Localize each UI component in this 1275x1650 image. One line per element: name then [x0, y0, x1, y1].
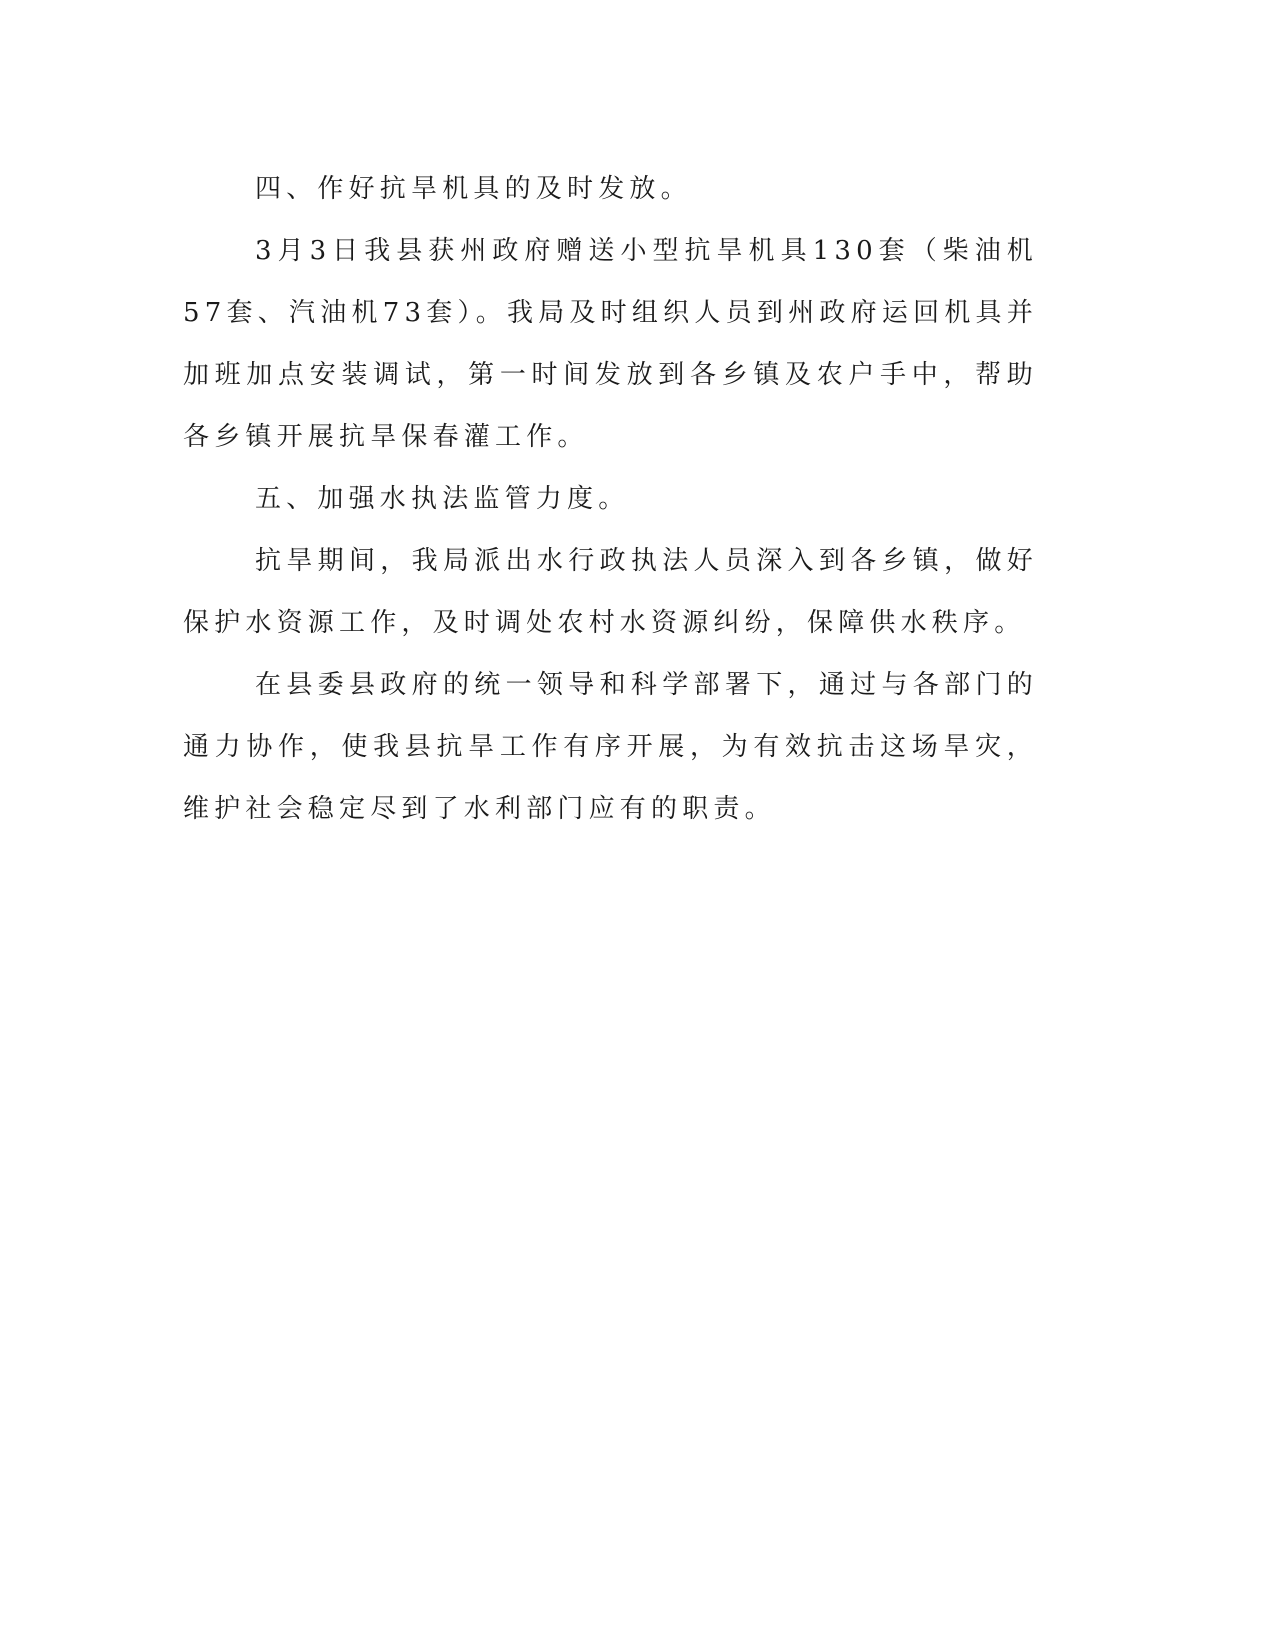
document-body: [183, 158, 1038, 840]
section-heading-water-enforcement: 五、加强水执法监管力度。: [255, 484, 630, 514]
section-heading-distribute-machinery: 四、作好抗旱机具的及时发放。: [255, 174, 692, 204]
paragraph-machinery-distribution: 3月3日我县获州政府赠送小型抗旱机具130套（柴油机57套、汽油机73套）。我局及时组织人员到州政府运回机具并加班加点安装调试，第一时间发放到各乡镇及农户手中，帮助各乡镇开展抗旱保春灌工作。: [183, 236, 1038, 452]
paragraph-conclusion: 在县委县政府的统一领导和科学部署下，通过与各部门的通力协作，使我县抗旱工作有序开展，为有效抗击这场旱灾，维护社会稳定尽到了水利部门应有的职责。: [183, 670, 1038, 824]
paragraph-water-enforcement: 抗旱期间，我局派出水行政执法人员深入到各乡镇，做好保护水资源工作，及时调处农村水资源纠纷，保障供水秩序。: [183, 546, 1038, 638]
